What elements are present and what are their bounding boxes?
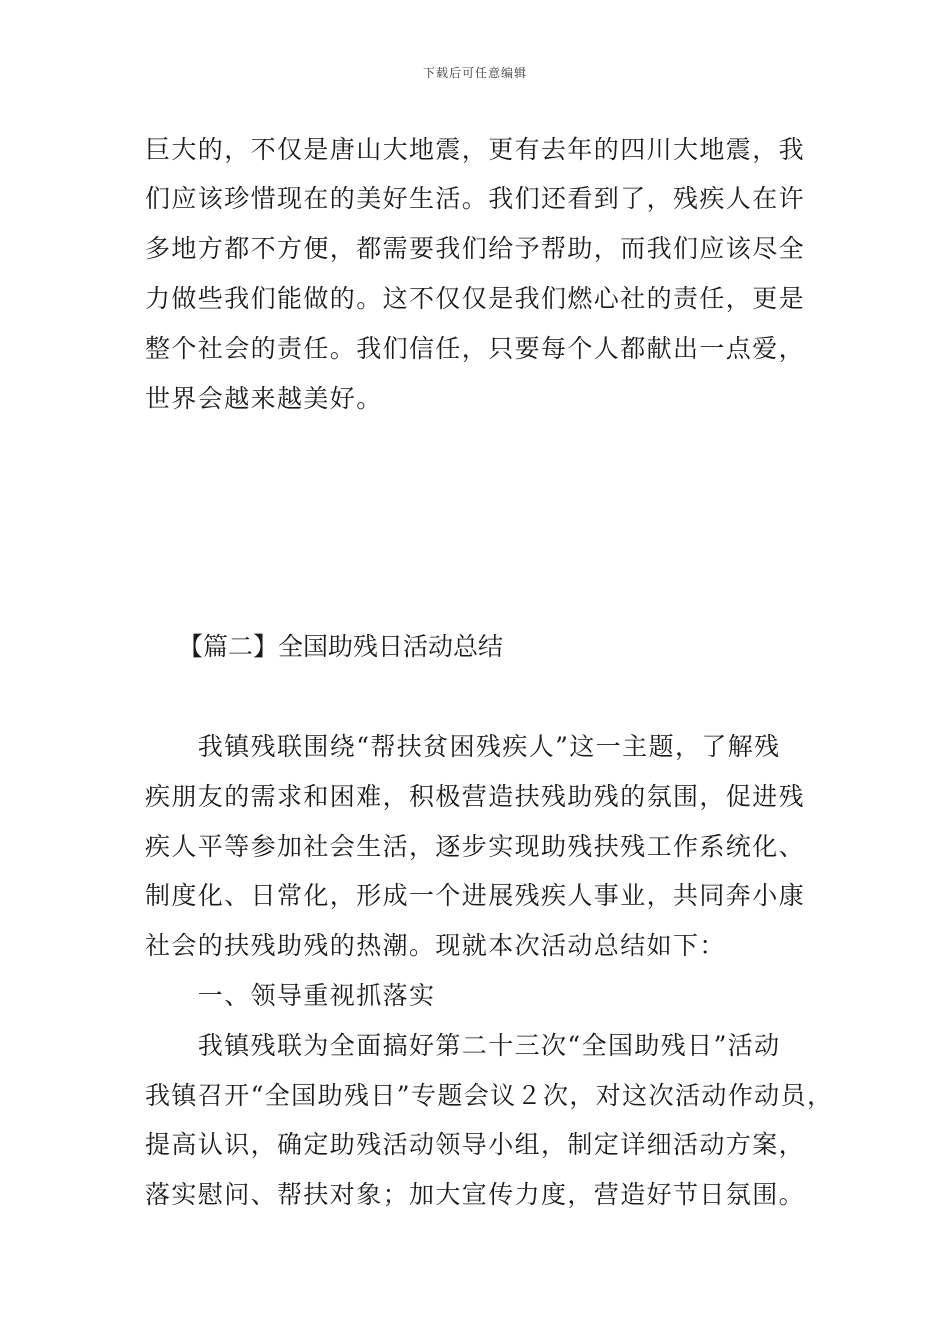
text-line: 们应该珍惜现在的美好生活。我们还看到了，残疾人在许 [145,184,806,213]
text-line: 世界会越来越美好。 [145,384,383,413]
text-line: 我镇残联围绕“帮扶贫困残疾人”这一主题，了解残 [145,732,781,761]
text-line: 巨大的，不仅是唐山大地震，更有去年的四川大地震，我 [145,135,806,164]
text-line: 疾朋友的需求和困难，积极营造扶残助残的氛围，促进残 [145,782,806,811]
text-line: 提高认识，确定助残活动领导小组，制定详细活动方案， [145,1130,806,1159]
text-line: 整个社会的责任。我们信任，只要每个人都献出一点爱， [145,334,806,363]
section-heading: 【篇二】全国助残日活动总结 [178,632,504,661]
text-line: 疾人平等参加社会生活，逐步实现助残扶残工作系统化、 [145,832,806,861]
text-line: 社会的扶残助残的热潮。现就本次活动总结如下： [145,931,726,960]
page-header-note: 下载后可任意编辑 [422,66,527,80]
text-line: 力做些我们能做的。这不仅仅是我们燃心社的责任，更是 [145,284,806,313]
text-line: 多地方都不方便，都需要我们给予帮助，而我们应该尽全 [145,234,806,263]
text-line: 制度化、日常化，形成一个进展残疾人事业，共同奔小康 [145,881,806,910]
text-line: 我镇召开“全国助残日”专题会议２次，对这次活动作动员， [145,1081,834,1110]
text-line: 我镇残联为全面搞好第二十三次“全国助残日”活动 [145,1031,781,1060]
text-line: 落实慰问、帮扶对象；加大宣传力度，营造好节日氛围。 [145,1180,806,1209]
section-subheading: 一、领导重视抓落实 [145,981,436,1010]
